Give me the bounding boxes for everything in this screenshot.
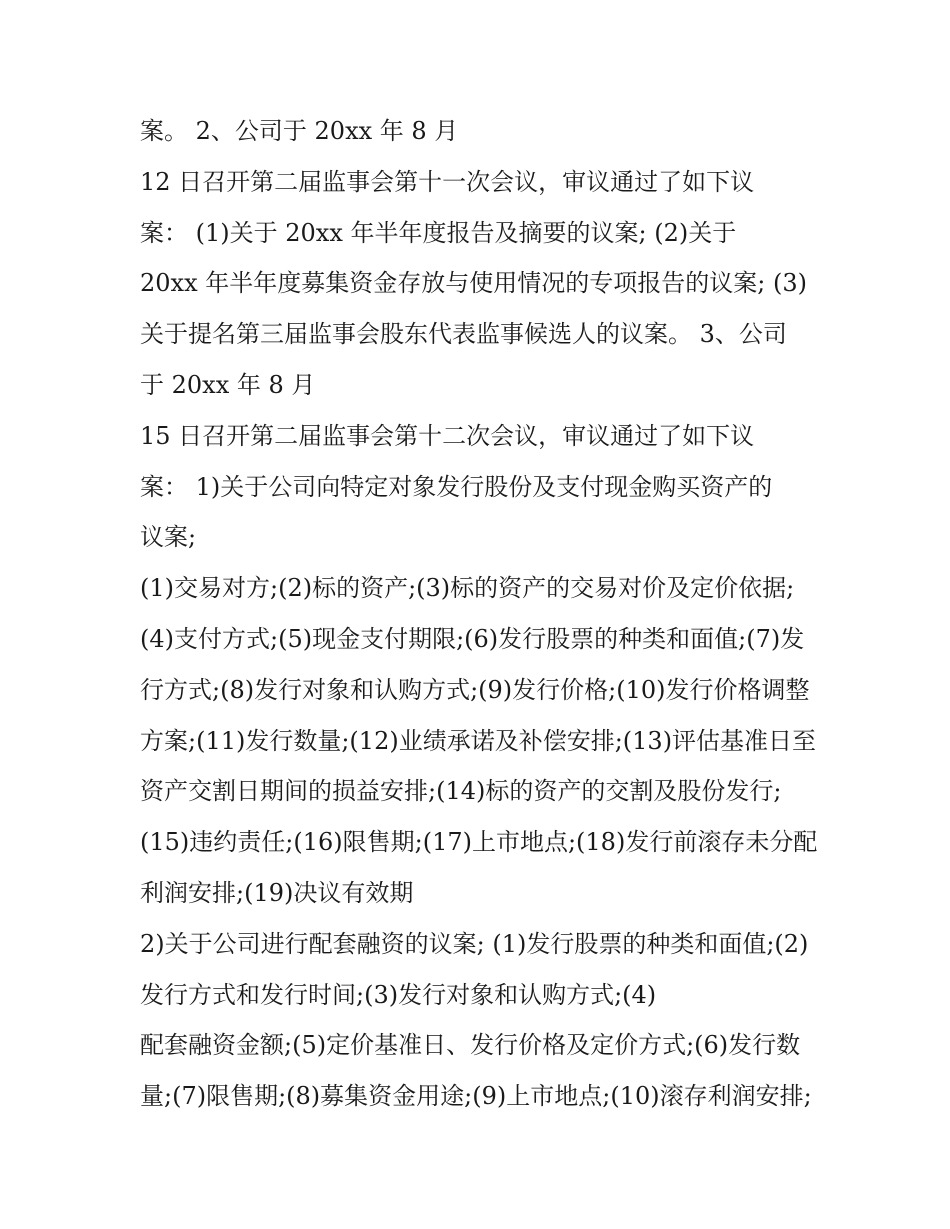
document-body — [140, 106, 840, 1122]
text-line: 20xx 年半年度募集资金存放与使用情况的专项报告的议案; (3) — [140, 269, 807, 298]
text-line: 发行方式和发行时间;(3)发行对象和认购方式;(4) — [140, 980, 657, 1009]
text-line: 资产交割日期间的损益安排;(14)标的资产的交割及股份发行; — [140, 777, 782, 806]
text-line: 2)关于公司进行配套融资的议案; (1)发行股票的种类和面值;(2) — [140, 929, 809, 958]
text-line: 案： 1)关于公司向特定对象发行股份及支付现金购买资产的 — [140, 472, 773, 501]
text-line: 案。 2、公司于 20xx 年 8 月 — [140, 117, 459, 145]
text-line: 关于提名第三届监事会股东代表监事候选人的议案。 3、公司 — [140, 320, 787, 349]
text-line: 量;(7)限售期;(8)募集资金用途;(9)上市地点;(10)滚存利润安排; — [140, 1082, 812, 1111]
text-line: 配套融资金额;(5)定价基准日、发行价格及定价方式;(6)发行数 — [140, 1031, 801, 1060]
text-line: (15)违约责任;(16)限售期;(17)上市地点;(18)发行前滚存未分配 — [140, 828, 818, 857]
text-line: (4)支付方式;(5)现金支付期限;(6)发行股票的种类和面值;(7)发 — [140, 624, 805, 653]
text-line: 15 日召开第二届监事会第十二次会议，审议通过了如下议 — [140, 421, 755, 450]
text-line: 行方式;(8)发行对象和认购方式;(9)发行价格;(10)发行价格调整 — [140, 675, 810, 704]
text-line: (1)交易对方;(2)标的资产;(3)标的资产的交易对价及定价依据; — [140, 574, 795, 603]
text-line: 利润安排;(19)决议有效期 — [140, 878, 414, 907]
text-line: 于 20xx 年 8 月 — [140, 370, 316, 399]
text-line: 12 日召开第二届监事会第十一次会议，审议通过了如下议 — [140, 167, 755, 196]
text-line: 议案; — [140, 523, 197, 552]
text-line: 案： (1)关于 20xx 年半年度报告及摘要的议案; (2)关于 — [140, 218, 737, 247]
text-line: 方案;(11)发行数量;(12)业绩承诺及补偿安排;(13)评估基准日至 — [140, 726, 817, 755]
